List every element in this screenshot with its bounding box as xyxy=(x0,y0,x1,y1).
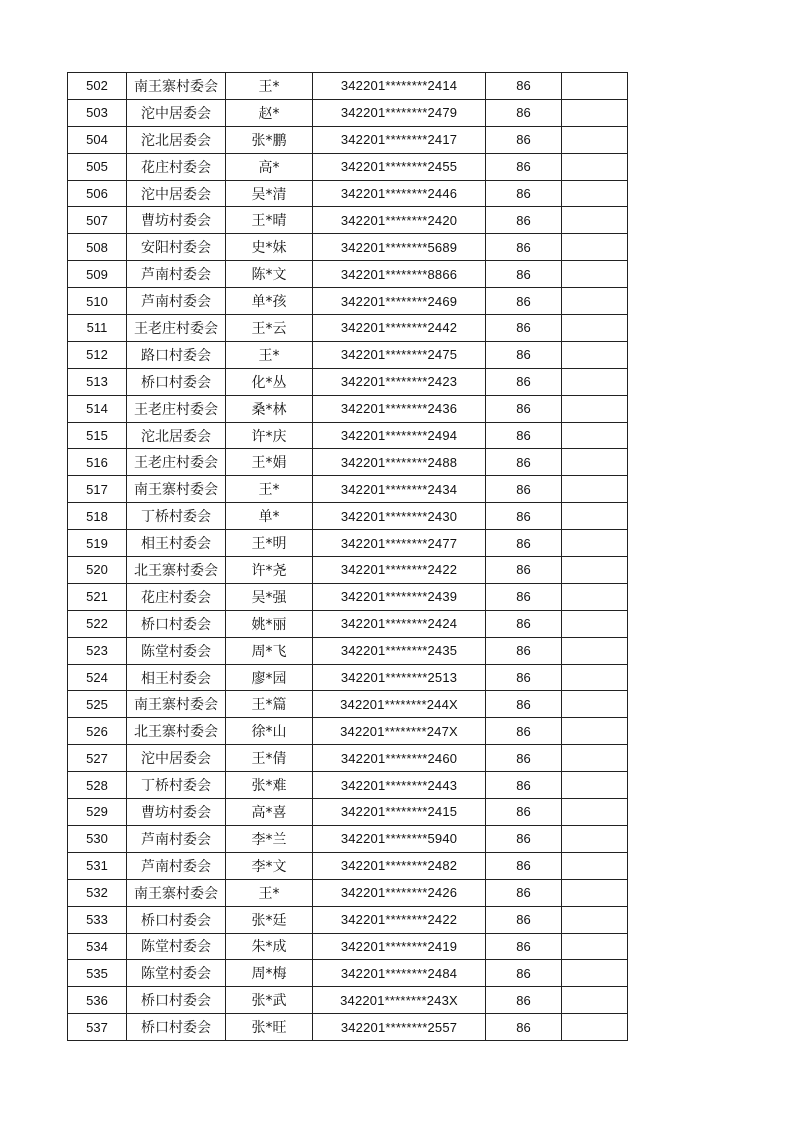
id-card-cell: 342201********2513 xyxy=(313,664,486,691)
person-name-cell: 桑*林 xyxy=(226,395,313,422)
score-cell: 86 xyxy=(486,745,562,772)
score-cell: 86 xyxy=(486,180,562,207)
person-name-cell: 王*倩 xyxy=(226,745,313,772)
id-card-cell: 342201********2475 xyxy=(313,341,486,368)
note-cell xyxy=(562,395,628,422)
person-name-cell: 王* xyxy=(226,73,313,100)
score-cell: 86 xyxy=(486,476,562,503)
person-name-cell: 王*明 xyxy=(226,530,313,557)
id-card-cell: 342201********2419 xyxy=(313,933,486,960)
row-number-cell: 521 xyxy=(68,583,127,610)
row-number-cell: 529 xyxy=(68,799,127,826)
score-cell: 86 xyxy=(486,557,562,584)
id-card-cell: 342201********2455 xyxy=(313,153,486,180)
id-card-cell: 342201********2434 xyxy=(313,476,486,503)
person-name-cell: 周*飞 xyxy=(226,637,313,664)
person-name-cell: 王* xyxy=(226,341,313,368)
score-cell: 86 xyxy=(486,530,562,557)
person-name-cell: 吴*强 xyxy=(226,583,313,610)
score-cell: 86 xyxy=(486,341,562,368)
id-card-cell: 342201********2430 xyxy=(313,503,486,530)
unit-cell: 芦南村委会 xyxy=(127,261,226,288)
row-number-cell: 520 xyxy=(68,557,127,584)
row-number-cell: 510 xyxy=(68,288,127,315)
person-name-cell: 王*娟 xyxy=(226,449,313,476)
person-name-cell: 张*廷 xyxy=(226,906,313,933)
score-cell: 86 xyxy=(486,987,562,1014)
row-number-cell: 532 xyxy=(68,879,127,906)
person-name-cell: 王*篇 xyxy=(226,691,313,718)
table-row xyxy=(68,718,628,745)
person-name-cell: 陈*文 xyxy=(226,261,313,288)
table-row xyxy=(68,906,628,933)
person-name-cell: 吴*清 xyxy=(226,180,313,207)
unit-cell: 桥口村委会 xyxy=(127,610,226,637)
note-cell xyxy=(562,583,628,610)
table-row xyxy=(68,341,628,368)
unit-cell: 丁桥村委会 xyxy=(127,503,226,530)
unit-cell: 路口村委会 xyxy=(127,341,226,368)
row-number-cell: 514 xyxy=(68,395,127,422)
id-card-cell: 342201********247X xyxy=(313,718,486,745)
score-cell: 86 xyxy=(486,288,562,315)
person-name-cell: 周*梅 xyxy=(226,960,313,987)
table-row xyxy=(68,234,628,261)
row-number-cell: 536 xyxy=(68,987,127,1014)
row-number-cell: 531 xyxy=(68,852,127,879)
person-name-cell: 许*庆 xyxy=(226,422,313,449)
score-cell: 86 xyxy=(486,691,562,718)
unit-cell: 丁桥村委会 xyxy=(127,772,226,799)
unit-cell: 芦南村委会 xyxy=(127,852,226,879)
score-cell: 86 xyxy=(486,449,562,476)
note-cell xyxy=(562,126,628,153)
unit-cell: 南王寨村委会 xyxy=(127,73,226,100)
table-row xyxy=(68,960,628,987)
person-name-cell: 化*丛 xyxy=(226,368,313,395)
row-number-cell: 502 xyxy=(68,73,127,100)
table-row xyxy=(68,772,628,799)
table-row xyxy=(68,180,628,207)
unit-cell: 北王寨村委会 xyxy=(127,557,226,584)
id-card-cell: 342201********2479 xyxy=(313,99,486,126)
person-name-cell: 张*难 xyxy=(226,772,313,799)
table-row xyxy=(68,530,628,557)
person-name-cell: 高* xyxy=(226,153,313,180)
note-cell xyxy=(562,368,628,395)
score-cell: 86 xyxy=(486,422,562,449)
note-cell xyxy=(562,799,628,826)
table-row xyxy=(68,799,628,826)
unit-cell: 曹坊村委会 xyxy=(127,799,226,826)
score-cell: 86 xyxy=(486,153,562,180)
person-name-cell: 王*晴 xyxy=(226,207,313,234)
note-cell xyxy=(562,637,628,664)
table-row xyxy=(68,933,628,960)
person-name-cell: 徐*山 xyxy=(226,718,313,745)
unit-cell: 陈堂村委会 xyxy=(127,637,226,664)
note-cell xyxy=(562,341,628,368)
unit-cell: 王老庄村委会 xyxy=(127,449,226,476)
person-name-cell: 王* xyxy=(226,476,313,503)
table-row xyxy=(68,99,628,126)
score-cell: 86 xyxy=(486,825,562,852)
note-cell xyxy=(562,987,628,1014)
person-name-cell: 姚*丽 xyxy=(226,610,313,637)
note-cell xyxy=(562,288,628,315)
row-number-cell: 522 xyxy=(68,610,127,637)
note-cell xyxy=(562,879,628,906)
person-name-cell: 王*云 xyxy=(226,315,313,342)
row-number-cell: 527 xyxy=(68,745,127,772)
score-cell: 86 xyxy=(486,960,562,987)
table-row xyxy=(68,583,628,610)
row-number-cell: 535 xyxy=(68,960,127,987)
table-row xyxy=(68,637,628,664)
score-cell: 86 xyxy=(486,637,562,664)
note-cell xyxy=(562,960,628,987)
table-row xyxy=(68,395,628,422)
unit-cell: 北王寨村委会 xyxy=(127,718,226,745)
table-row xyxy=(68,664,628,691)
row-number-cell: 505 xyxy=(68,153,127,180)
note-cell xyxy=(562,557,628,584)
table-row xyxy=(68,207,628,234)
row-number-cell: 518 xyxy=(68,503,127,530)
table-row xyxy=(68,368,628,395)
score-cell: 86 xyxy=(486,395,562,422)
row-number-cell: 519 xyxy=(68,530,127,557)
id-card-cell: 342201********2435 xyxy=(313,637,486,664)
id-card-cell: 342201********243X xyxy=(313,987,486,1014)
note-cell xyxy=(562,449,628,476)
unit-cell: 南王寨村委会 xyxy=(127,691,226,718)
person-name-cell: 李*文 xyxy=(226,852,313,879)
table-row xyxy=(68,987,628,1014)
unit-cell: 王老庄村委会 xyxy=(127,315,226,342)
score-cell: 86 xyxy=(486,772,562,799)
table-row xyxy=(68,476,628,503)
unit-cell: 陈堂村委会 xyxy=(127,960,226,987)
unit-cell: 桥口村委会 xyxy=(127,906,226,933)
score-cell: 86 xyxy=(486,99,562,126)
id-card-cell: 342201********2424 xyxy=(313,610,486,637)
table-row xyxy=(68,852,628,879)
note-cell xyxy=(562,610,628,637)
table-row xyxy=(68,503,628,530)
score-cell: 86 xyxy=(486,503,562,530)
unit-cell: 沱中居委会 xyxy=(127,745,226,772)
note-cell xyxy=(562,906,628,933)
score-cell: 86 xyxy=(486,879,562,906)
person-name-cell: 张*鹏 xyxy=(226,126,313,153)
person-name-cell: 史*妹 xyxy=(226,234,313,261)
id-card-cell: 342201********5940 xyxy=(313,825,486,852)
id-card-cell: 342201********5689 xyxy=(313,234,486,261)
row-number-cell: 525 xyxy=(68,691,127,718)
person-name-cell: 李*兰 xyxy=(226,825,313,852)
note-cell xyxy=(562,234,628,261)
row-number-cell: 516 xyxy=(68,449,127,476)
row-number-cell: 508 xyxy=(68,234,127,261)
table-row xyxy=(68,691,628,718)
table-row xyxy=(68,126,628,153)
unit-cell: 桥口村委会 xyxy=(127,987,226,1014)
row-number-cell: 512 xyxy=(68,341,127,368)
unit-cell: 沱中居委会 xyxy=(127,180,226,207)
unit-cell: 安阳村委会 xyxy=(127,234,226,261)
score-cell: 86 xyxy=(486,933,562,960)
person-name-cell: 高*喜 xyxy=(226,799,313,826)
id-card-cell: 342201********2557 xyxy=(313,1014,486,1041)
id-card-cell: 342201********2417 xyxy=(313,126,486,153)
score-cell: 86 xyxy=(486,664,562,691)
note-cell xyxy=(562,73,628,100)
note-cell xyxy=(562,315,628,342)
person-name-cell: 单* xyxy=(226,503,313,530)
row-number-cell: 507 xyxy=(68,207,127,234)
table-row xyxy=(68,288,628,315)
unit-cell: 芦南村委会 xyxy=(127,825,226,852)
id-card-cell: 342201********2423 xyxy=(313,368,486,395)
note-cell xyxy=(562,422,628,449)
id-card-cell: 342201********2426 xyxy=(313,879,486,906)
note-cell xyxy=(562,825,628,852)
score-cell: 86 xyxy=(486,799,562,826)
id-card-cell: 342201********2439 xyxy=(313,583,486,610)
row-number-cell: 526 xyxy=(68,718,127,745)
score-cell: 86 xyxy=(486,1014,562,1041)
score-cell: 86 xyxy=(486,852,562,879)
note-cell xyxy=(562,207,628,234)
id-card-cell: 342201********8866 xyxy=(313,261,486,288)
unit-cell: 南王寨村委会 xyxy=(127,879,226,906)
row-number-cell: 506 xyxy=(68,180,127,207)
row-number-cell: 509 xyxy=(68,261,127,288)
person-name-cell: 张*武 xyxy=(226,987,313,1014)
unit-cell: 相王村委会 xyxy=(127,530,226,557)
note-cell xyxy=(562,745,628,772)
note-cell xyxy=(562,1014,628,1041)
id-card-cell: 342201********2436 xyxy=(313,395,486,422)
id-card-cell: 342201********2414 xyxy=(313,73,486,100)
row-number-cell: 523 xyxy=(68,637,127,664)
person-name-cell: 廖*园 xyxy=(226,664,313,691)
score-cell: 86 xyxy=(486,583,562,610)
unit-cell: 相王村委会 xyxy=(127,664,226,691)
row-number-cell: 504 xyxy=(68,126,127,153)
person-name-cell: 赵* xyxy=(226,99,313,126)
score-cell: 86 xyxy=(486,315,562,342)
unit-cell: 沱北居委会 xyxy=(127,422,226,449)
id-card-cell: 342201********2494 xyxy=(313,422,486,449)
id-card-cell: 342201********2477 xyxy=(313,530,486,557)
row-number-cell: 530 xyxy=(68,825,127,852)
id-card-cell: 342201********2442 xyxy=(313,315,486,342)
note-cell xyxy=(562,664,628,691)
unit-cell: 陈堂村委会 xyxy=(127,933,226,960)
table-row xyxy=(68,422,628,449)
table-row xyxy=(68,153,628,180)
note-cell xyxy=(562,153,628,180)
note-cell xyxy=(562,476,628,503)
note-cell xyxy=(562,503,628,530)
table-row xyxy=(68,557,628,584)
score-cell: 86 xyxy=(486,207,562,234)
note-cell xyxy=(562,180,628,207)
unit-cell: 花庄村委会 xyxy=(127,583,226,610)
person-name-cell: 单*孩 xyxy=(226,288,313,315)
row-number-cell: 515 xyxy=(68,422,127,449)
note-cell xyxy=(562,852,628,879)
score-cell: 86 xyxy=(486,906,562,933)
id-card-cell: 342201********2460 xyxy=(313,745,486,772)
person-name-cell: 王* xyxy=(226,879,313,906)
id-card-cell: 342201********2488 xyxy=(313,449,486,476)
roster-table-body xyxy=(68,73,628,1041)
table-row xyxy=(68,261,628,288)
note-cell xyxy=(562,530,628,557)
note-cell xyxy=(562,99,628,126)
person-name-cell: 张*旺 xyxy=(226,1014,313,1041)
id-card-cell: 342201********2420 xyxy=(313,207,486,234)
id-card-cell: 342201********2469 xyxy=(313,288,486,315)
unit-cell: 沱中居委会 xyxy=(127,99,226,126)
score-cell: 86 xyxy=(486,126,562,153)
table-row xyxy=(68,879,628,906)
table-row xyxy=(68,610,628,637)
note-cell xyxy=(562,261,628,288)
row-number-cell: 537 xyxy=(68,1014,127,1041)
table-row xyxy=(68,449,628,476)
table-row xyxy=(68,745,628,772)
unit-cell: 曹坊村委会 xyxy=(127,207,226,234)
unit-cell: 芦南村委会 xyxy=(127,288,226,315)
unit-cell: 桥口村委会 xyxy=(127,1014,226,1041)
row-number-cell: 513 xyxy=(68,368,127,395)
table-row xyxy=(68,73,628,100)
unit-cell: 南王寨村委会 xyxy=(127,476,226,503)
id-card-cell: 342201********244X xyxy=(313,691,486,718)
id-card-cell: 342201********2422 xyxy=(313,906,486,933)
person-name-cell: 许*尧 xyxy=(226,557,313,584)
id-card-cell: 342201********2443 xyxy=(313,772,486,799)
row-number-cell: 517 xyxy=(68,476,127,503)
table-row xyxy=(68,315,628,342)
unit-cell: 桥口村委会 xyxy=(127,368,226,395)
unit-cell: 沱北居委会 xyxy=(127,126,226,153)
score-cell: 86 xyxy=(486,718,562,745)
table-row xyxy=(68,825,628,852)
row-number-cell: 533 xyxy=(68,906,127,933)
note-cell xyxy=(562,691,628,718)
unit-cell: 王老庄村委会 xyxy=(127,395,226,422)
row-number-cell: 511 xyxy=(68,315,127,342)
note-cell xyxy=(562,718,628,745)
id-card-cell: 342201********2415 xyxy=(313,799,486,826)
person-name-cell: 朱*成 xyxy=(226,933,313,960)
id-card-cell: 342201********2484 xyxy=(313,960,486,987)
row-number-cell: 524 xyxy=(68,664,127,691)
id-card-cell: 342201********2422 xyxy=(313,557,486,584)
score-cell: 86 xyxy=(486,73,562,100)
score-cell: 86 xyxy=(486,610,562,637)
roster-table xyxy=(67,72,628,1041)
id-card-cell: 342201********2446 xyxy=(313,180,486,207)
row-number-cell: 534 xyxy=(68,933,127,960)
score-cell: 86 xyxy=(486,368,562,395)
unit-cell: 花庄村委会 xyxy=(127,153,226,180)
score-cell: 86 xyxy=(486,234,562,261)
row-number-cell: 503 xyxy=(68,99,127,126)
note-cell xyxy=(562,933,628,960)
row-number-cell: 528 xyxy=(68,772,127,799)
note-cell xyxy=(562,772,628,799)
table-row xyxy=(68,1014,628,1041)
score-cell: 86 xyxy=(486,261,562,288)
id-card-cell: 342201********2482 xyxy=(313,852,486,879)
